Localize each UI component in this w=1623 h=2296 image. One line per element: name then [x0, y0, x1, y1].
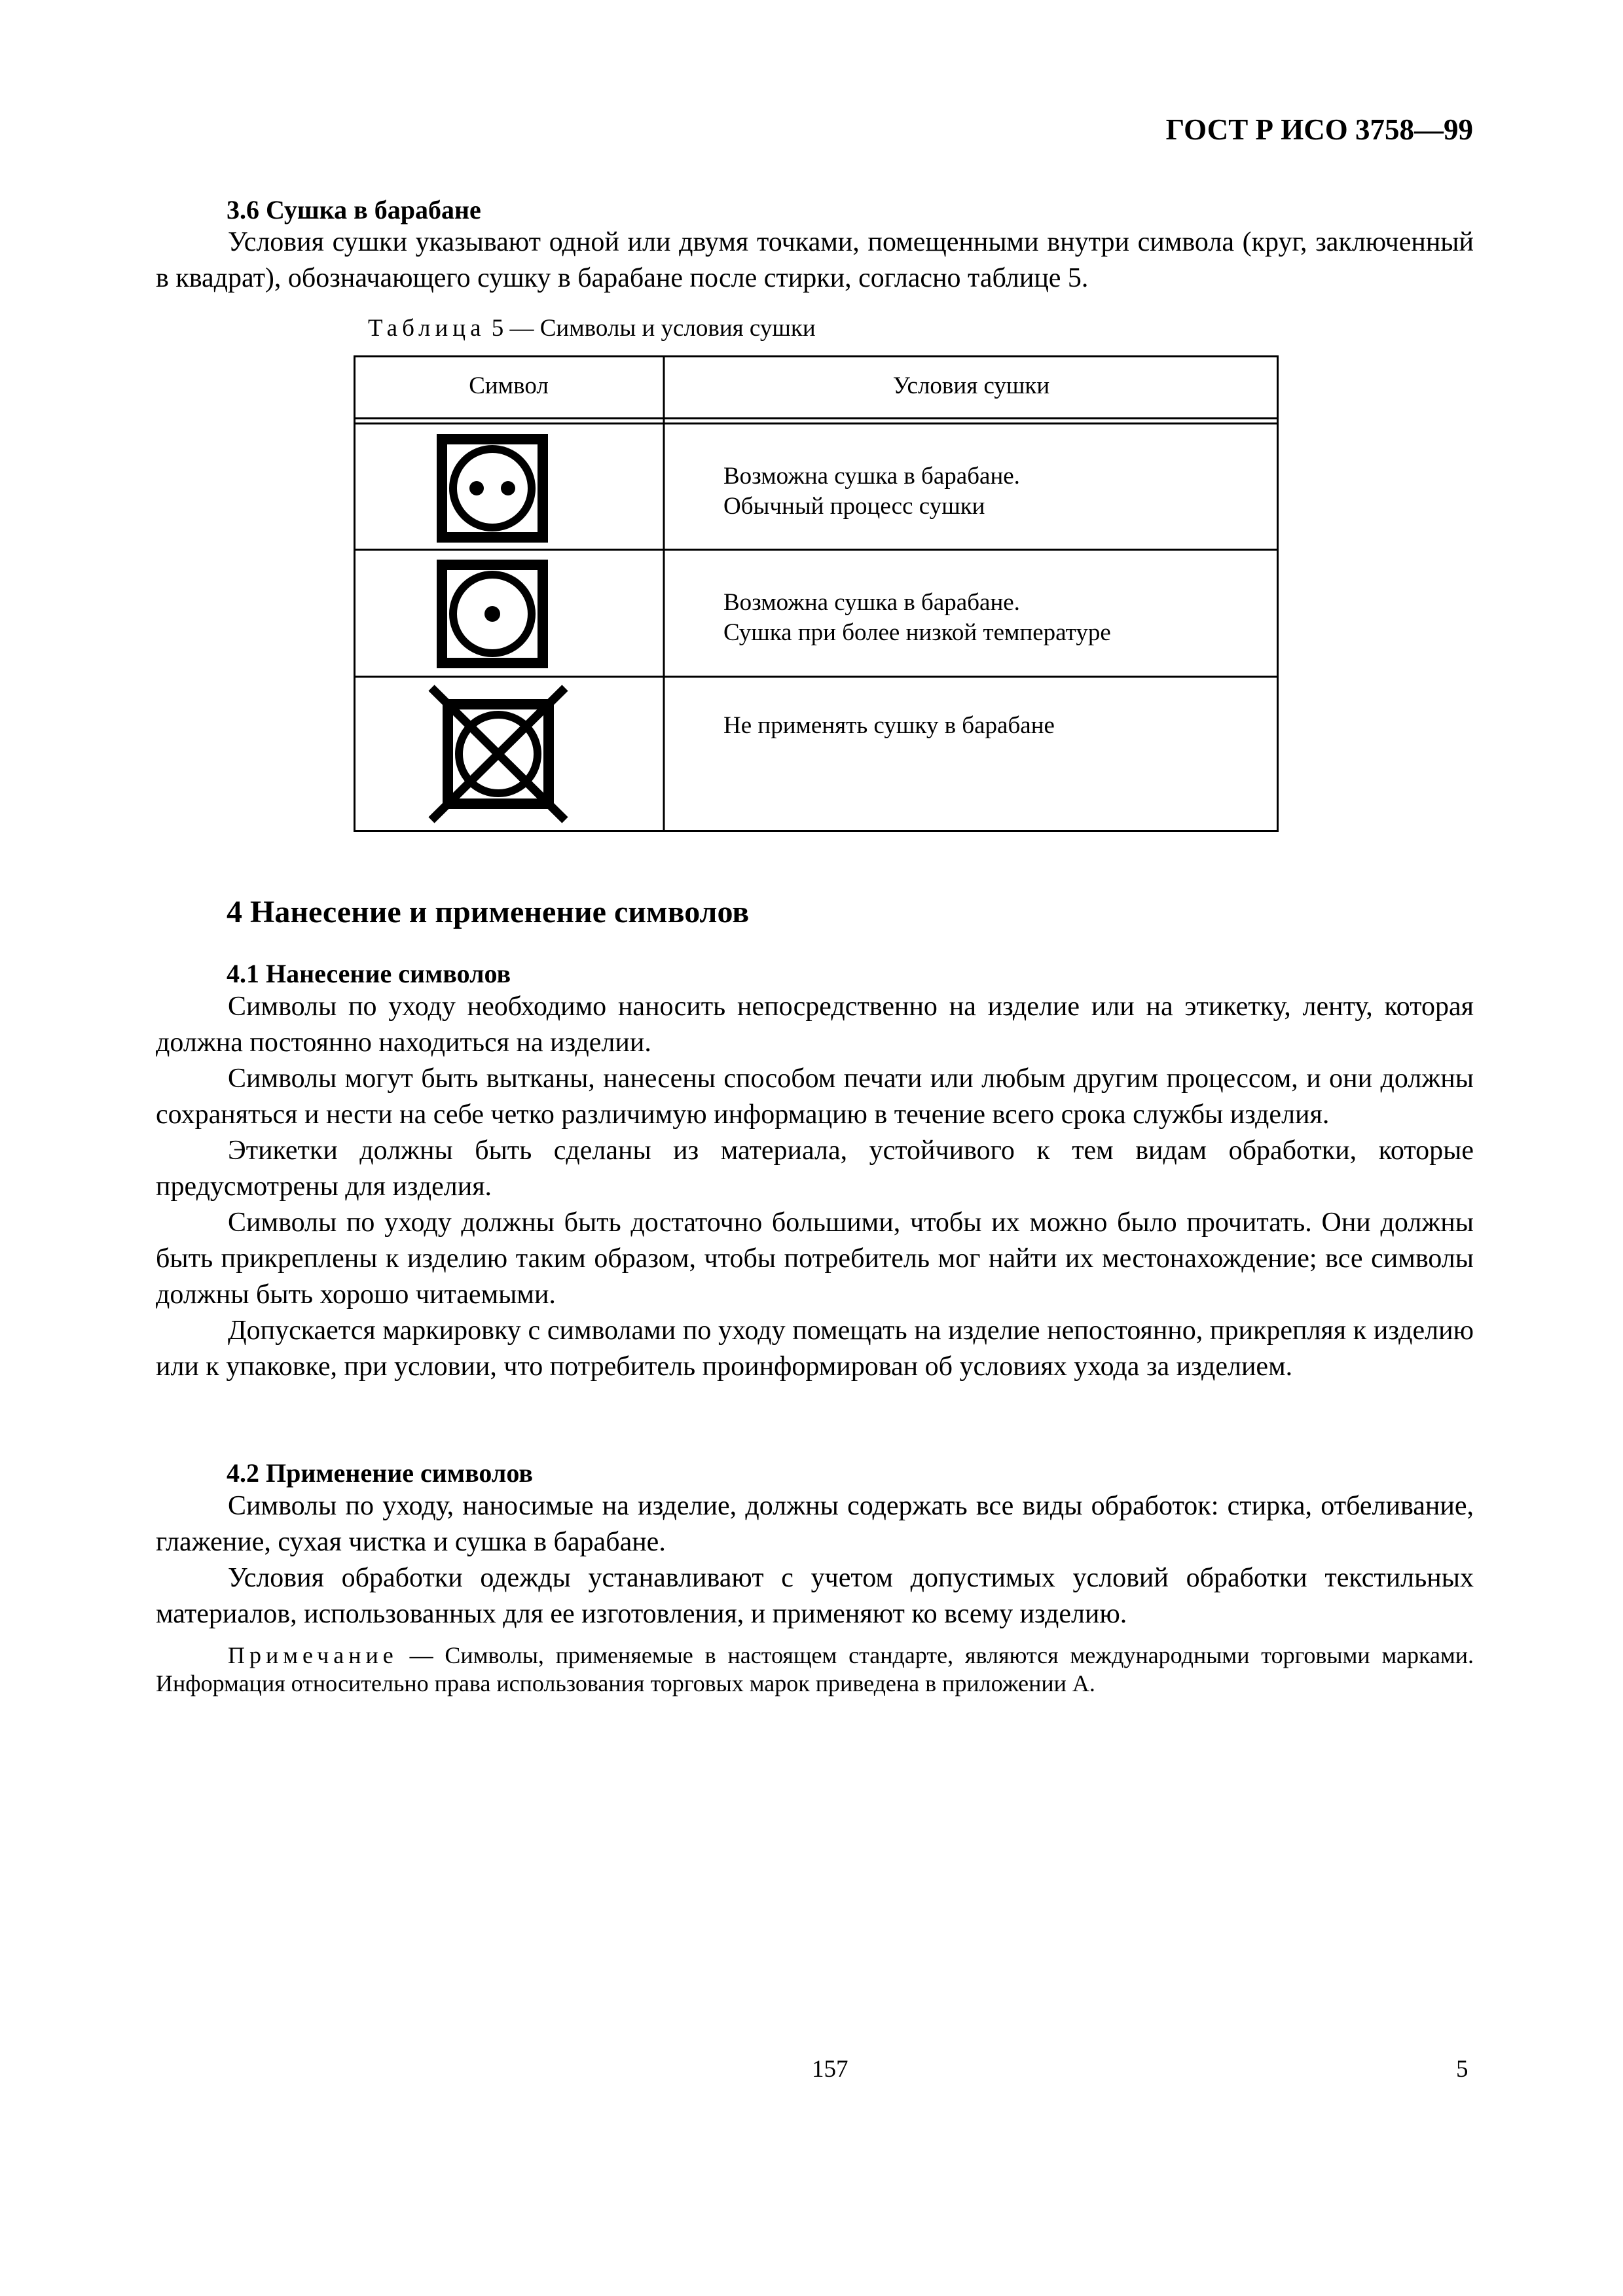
tumble-dry-one-dot-icon	[437, 560, 548, 672]
paragraph: Условия сушки указывают одной или двумя точками, помещенными внутри символа (круг, заключенный в квадрат), обозначающего сушку в барабане после стирки, согласно таблице 5.	[156, 227, 1474, 293]
row-2-conditions	[723, 588, 1111, 648]
paragraph: Этикетки должны быть сделаны из материала, устойчивого к тем видам обработки, которые предусмотрены для изделия.	[156, 1136, 1474, 1202]
section-4-1-text	[156, 989, 1474, 1385]
column-header-symbol: Символ	[469, 372, 549, 399]
section-3-6-text	[156, 224, 1474, 296]
row-1-line-1: Возможна сушка в барабане.	[723, 463, 1020, 490]
paragraph: Символы могут быть вытканы, нанесены способом печати или любым другим процессом, и они должны сохраняться и нести на себе четко различимую информацию в течение всего срока службы изделия.	[156, 1064, 1474, 1130]
document-code: ГОСТ Р ИСО 3758—99	[1165, 113, 1473, 146]
paragraph: Допускается маркировку с символами по уходу помещать на изделие непостоянно, прикрепляя к изделию или к упаковке, при условии, что потребитель проинформирован об условиях ухода за изделием.	[156, 1316, 1474, 1382]
row-1-line-2: Обычный процесс сушки	[723, 493, 985, 520]
paragraph: Условия обработки одежды устанавливают с учетом допустимых условий обработки текстильных материалов, использованных для ее изготовления, и применяют ко всему изделию.	[156, 1563, 1474, 1629]
row-3-line-1: Не применять сушку в барабане	[723, 712, 1055, 739]
section-3-6-title: 3.6 Сушка в барабане	[227, 195, 481, 224]
table-caption-prefix: Таблица	[368, 315, 486, 342]
paragraph: Символы по уходу должны быть достаточно большими, чтобы их можно было прочитать. Они должны быть прикреплены к изделию таким образом, чтобы потребитель мог найти их местонахождение; все символы должны быть хорошо читаемыми.	[156, 1208, 1474, 1310]
paragraph: Символы по уходу, наносимые на изделие, должны содержать все виды обработок: стирка, отбеливание, глажение, сухая чистка и сушка в барабане.	[156, 1491, 1474, 1557]
page-number-right: 5	[1456, 2056, 1468, 2083]
section-4-2-title: 4.2 Применение символов	[227, 1458, 533, 1488]
do-not-tumble-dry-icon	[428, 684, 569, 827]
column-header-conditions: Условия сушки	[892, 372, 1050, 399]
row-2-line-2: Сушка при более низкой температуре	[723, 619, 1111, 646]
note-text: — Символы, применяемые в настоящем стандарте, являются международными торговыми марками. Информация относительно права использования торговых марок приведена в приложении А.	[156, 1642, 1474, 1696]
row-1-conditions	[723, 461, 1020, 522]
section-4-1-title: 4.1 Нанесение символов	[227, 959, 511, 988]
page-number-center: 157	[812, 2056, 848, 2083]
row-2-line-1: Возможна сушка в барабане.	[723, 589, 1020, 616]
drying-symbols-table	[354, 355, 1279, 832]
row-3-conditions	[723, 711, 1055, 741]
note	[156, 1641, 1474, 1698]
table-caption-rest: 5 — Символы и условия сушки	[485, 315, 816, 342]
table-caption	[368, 314, 816, 342]
section-4-title: 4 Нанесение и применение символов	[227, 895, 750, 929]
tumble-dry-two-dots-icon	[437, 434, 548, 546]
note-label: Примечание	[228, 1642, 398, 1668]
paragraph: Символы по уходу необходимо наносить непосредственно на изделие или на этикетку, ленту, которая должна постоянно находиться на изделии.	[156, 992, 1474, 1058]
section-4-2-text	[156, 1488, 1474, 1632]
